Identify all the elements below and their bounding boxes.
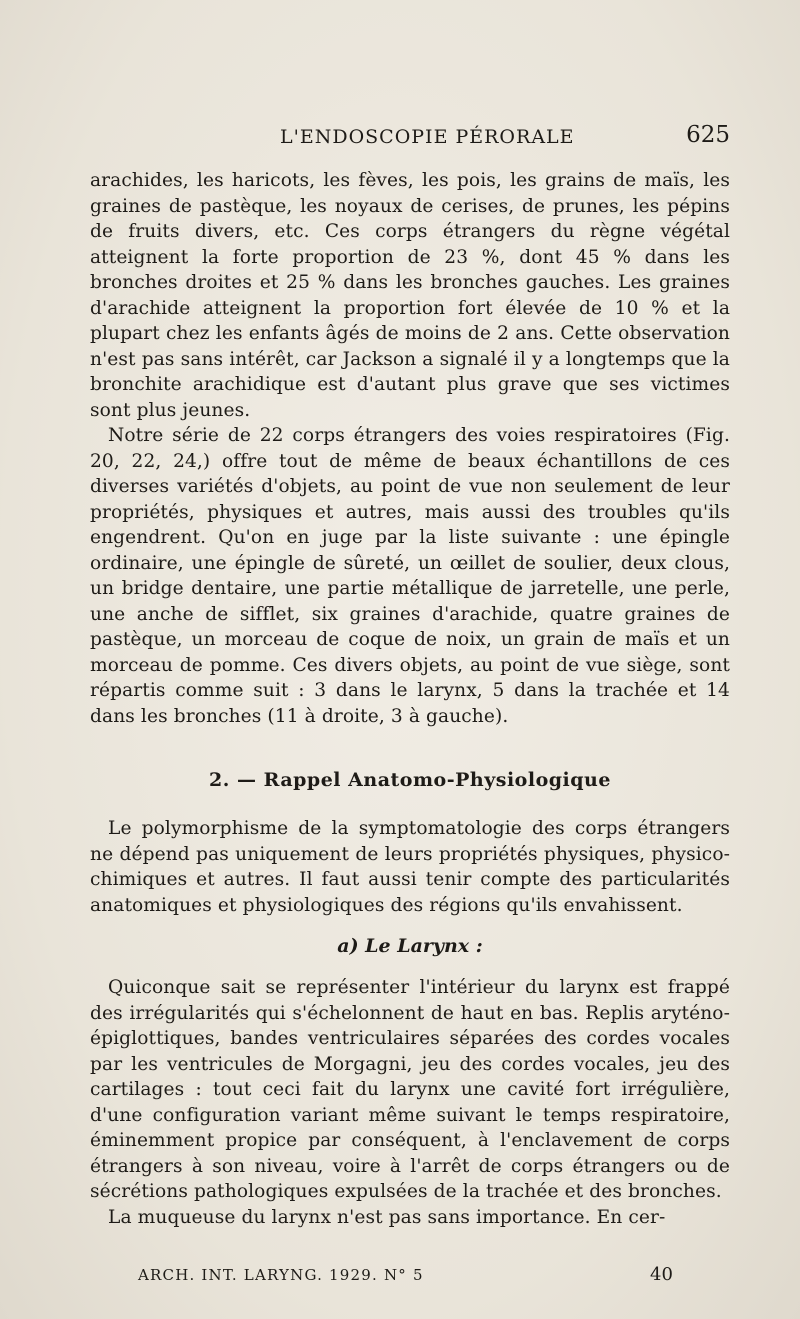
body-text <box>90 168 730 1230</box>
page-number: 625 <box>686 122 730 148</box>
paragraph-polymorphism: Le polymorphisme de la symptomatologie des corps étrangers ne dépend pas uniquement de leurs propriétés physiques, physico-chimiques et autres. Il faut aussi tenir compte des particularités anatomiques et physiologiques des régions qu'ils envahissent. <box>90 818 730 916</box>
paragraph-continued: arachides, les haricots, les fèves, les pois, les grains de maïs, les graines de pastèque, les noyaux de cerises, de prunes, les pépins de fruits divers, etc. Ces corps étrangers du règne végétal atteignent la forte proportion de 23 %, dont 45 % dans les bronches droites et 25 % dans les bronches gauches. Les graines d'arachide atteignent la proportion fort élevée de 10 % et la plupart chez les enfants âgés de moins de 2 ans. Cette observation n'est pas sans intérêt, car Jackson a signalé il y a longtemps que la bronchite arachidique est d'autant plus grave que ses victimes sont plus jeunes. <box>90 170 730 421</box>
section-heading: 2. — Rappel Anatomo-Physiologique <box>209 769 611 791</box>
paragraph-mucosa: La muqueuse du larynx n'est pas sans importance. En cer- <box>108 1206 666 1228</box>
page-footer <box>90 1262 730 1292</box>
subheading-larynx: a) Le Larynx : <box>337 935 483 957</box>
running-title: L'ENDOSCOPIE PÉRORALE <box>280 126 575 148</box>
page-header <box>90 118 730 158</box>
signature-number: 40 <box>650 1264 673 1285</box>
journal-reference: ARCH. INT. LARYNG. 1929. N° 5 <box>138 1266 424 1284</box>
paragraph-series: Notre série de 22 corps étrangers des voies respiratoires (Fig. 20, 22, 24,) offre tout de même de beaux échantillons de ces diverses variétés d'objets, au point de vue non seulement de leur propriétés, physiques et autres, mais aussi des troubles qu'ils engendrent. Qu'on en juge par la liste suivante : une épingle ordinaire, une épingle de sûreté, un œillet de soulier, deux clous, un bridge dentaire, une partie métallique de jarretelle, une perle, une anche de sifflet, six graines d'arachide, quatre graines de pastèque, un morceau de coque de noix, un grain de maïs et un morceau de pomme. Ces divers objets, au point de vue siège, sont répartis comme suit : 3 dans le larynx, 5 dans la trachée et 14 dans les bronches (11 à droite, 3 à gauche). <box>90 425 730 727</box>
paragraph-larynx: Quiconque sait se représenter l'intérieur du larynx est frappé des irrégularités qui s'échelonnent de haut en bas. Replis aryténo-épiglottiques, bandes ventriculaires séparées des cordes vocales par les ventricules de Morgagni, jeu des cordes vocales, jeu des cartilages : tout ceci fait du larynx une cavité fort irrégulière, d'une configuration variant même suivant le temps respiratoire, éminemment propice par conséquent, à l'enclavement de corps étrangers à son niveau, voire à l'arrêt de corps étrangers ou de sécrétions pathologiques expulsées de la trachée et des bronches. <box>90 977 730 1202</box>
